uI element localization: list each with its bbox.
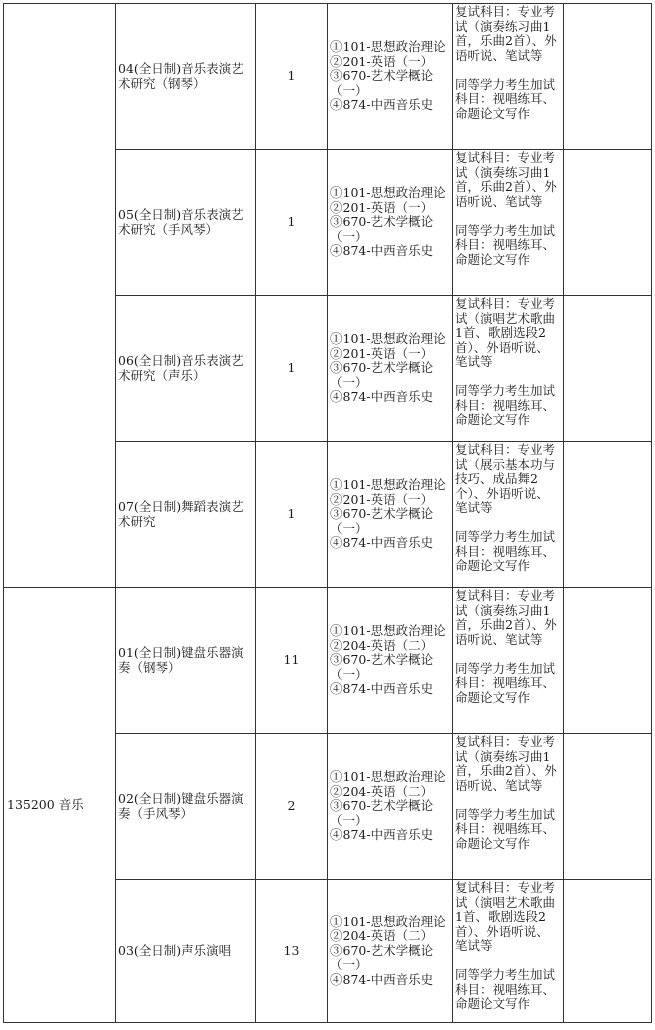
retest-note: 复试科目：专业考试（演奏练习曲1首，乐曲2首）、外语听说、笔试等: [455, 588, 557, 647]
count-cell: 1: [256, 296, 328, 442]
equivalent-note: 同等学力考生加试科目：视唱练耳、命题论文写作: [455, 806, 556, 851]
exam-subject: ②201-英语（一）: [330, 199, 434, 215]
exam-subject: ②204-英语（二）: [330, 637, 434, 653]
exam-subjects-cell: [328, 880, 453, 1023]
exam-subjects-cell: [328, 442, 453, 588]
exam-subject: ③670-艺术学概论（一）: [330, 68, 434, 98]
count-cell: 11: [256, 588, 328, 734]
admissions-table: [3, 3, 652, 1023]
remark-cell: [564, 734, 652, 880]
exam-subject: ③670-艺术学概论（一）: [330, 506, 434, 536]
exam-subject: ④874-中西音乐史: [330, 681, 434, 697]
exam-subject: ③670-艺术学概论（一）: [330, 652, 434, 682]
retest-note: 复试科目：专业考试（演唱艺术歌曲1首、歌剧选段2首）、外语听说、笔试等: [455, 880, 556, 953]
remark-cell: [564, 442, 652, 588]
remark-cell: [564, 588, 652, 734]
equivalent-note: 同等学力考生加试科目：视唱练耳、命题论文写作: [455, 76, 556, 121]
notes-cell: [453, 442, 564, 588]
count-cell: 1: [256, 150, 328, 296]
count-cell: 1: [256, 442, 328, 588]
exam-subject: ④874-中西音乐史: [330, 389, 434, 405]
count-cell: 2: [256, 734, 328, 880]
retest-note: 复试科目：专业考试（演奏练习曲1首，乐曲2首）、外语听说、笔试等: [455, 734, 557, 793]
exam-subject: ①101-思想政治理论: [330, 623, 446, 639]
exam-subjects-cell: [328, 296, 453, 442]
major-cell: [4, 4, 116, 588]
exam-subject: ④874-中西音乐史: [330, 243, 434, 259]
exam-subject: ②201-英语（一）: [330, 491, 434, 507]
exam-subject: ①101-思想政治理论: [330, 769, 446, 785]
exam-subjects-cell: [328, 734, 453, 880]
exam-subject: ④874-中西音乐史: [330, 827, 434, 843]
exam-subject: ①101-思想政治理论: [330, 913, 446, 929]
retest-note: 复试科目：专业考试（演奏练习曲1首，乐曲2首）、外语听说、笔试等: [455, 4, 557, 63]
count-cell: 1: [256, 4, 328, 150]
exam-subject: ②204-英语（二）: [330, 928, 434, 944]
equivalent-note: 同等学力考生加试科目：视唱练耳、命题论文写作: [455, 660, 556, 705]
table-row: [4, 4, 652, 150]
retest-note: 复试科目：专业考试（演奏练习曲1首，乐曲2首）、外语听说、笔试等: [455, 150, 557, 209]
notes-cell: [453, 150, 564, 296]
equivalent-note: 同等学力考生加试科目：视唱练耳、命题论文写作: [455, 383, 556, 427]
notes-cell: [453, 296, 564, 442]
direction-cell: 01(全日制)键盘乐器演奏（钢琴）: [116, 588, 256, 734]
exam-subject: ①101-思想政治理论: [330, 331, 446, 347]
exam-subject: ③670-艺术学概论（一）: [330, 214, 434, 244]
table-row: [4, 588, 652, 734]
exam-subjects-cell: [328, 4, 453, 150]
exam-subject: ③670-艺术学概论（一）: [330, 798, 434, 828]
direction-cell: 02(全日制)键盘乐器演奏（手风琴）: [116, 734, 256, 880]
exam-subject: ④874-中西音乐史: [330, 535, 434, 551]
exam-subjects-cell: [328, 588, 453, 734]
count-cell: 13: [256, 880, 328, 1023]
notes-cell: [453, 4, 564, 150]
exam-subject: ①101-思想政治理论: [330, 39, 446, 55]
notes-cell: [453, 734, 564, 880]
direction-cell: 06(全日制)音乐表演艺术研究（声乐）: [116, 296, 256, 442]
equivalent-note: 同等学力考生加试科目：视唱练耳、命题论文写作: [455, 967, 556, 1011]
remark-cell: [564, 880, 652, 1023]
direction-cell: 05(全日制)音乐表演艺术研究（手风琴）: [116, 150, 256, 296]
equivalent-note: 同等学力考生加试科目：视唱练耳、命题论文写作: [455, 222, 556, 267]
exam-subject: ①101-思想政治理论: [330, 185, 446, 201]
exam-subject: ③670-艺术学概论（一）: [330, 360, 434, 390]
remark-cell: [564, 150, 652, 296]
exam-subject: ③670-艺术学概论（一）: [330, 942, 434, 973]
exam-subject: ②201-英语（一）: [330, 345, 434, 361]
notes-cell: [453, 588, 564, 734]
notes-cell: [453, 880, 564, 1023]
remark-cell: [564, 4, 652, 150]
direction-cell: 03(全日制)声乐演唱: [116, 880, 256, 1023]
major-cell: 135200 音乐: [4, 588, 116, 1023]
retest-note: 复试科目：专业考试（展示基本功与技巧、成品舞2个）、外语听说、笔试等: [455, 442, 556, 515]
direction-cell: 04(全日制)音乐表演艺术研究（钢琴）: [116, 4, 256, 150]
direction-cell: 07(全日制)舞蹈表演艺术研究: [116, 442, 256, 588]
retest-note: 复试科目：专业考试（演唱艺术歌曲1首、歌剧选段2首）、外语听说、笔试等: [455, 296, 556, 369]
exam-subject: ②201-英语（一）: [330, 53, 434, 69]
equivalent-note: 同等学力考生加试科目：视唱练耳、命题论文写作: [455, 529, 556, 573]
exam-subject: ①101-思想政治理论: [330, 477, 446, 493]
exam-subject: ④874-中西音乐史: [330, 97, 434, 113]
exam-subjects-cell: [328, 150, 453, 296]
exam-subject: ④874-中西音乐史: [330, 971, 434, 987]
remark-cell: [564, 296, 652, 442]
exam-subject: ②204-英语（二）: [330, 783, 434, 799]
